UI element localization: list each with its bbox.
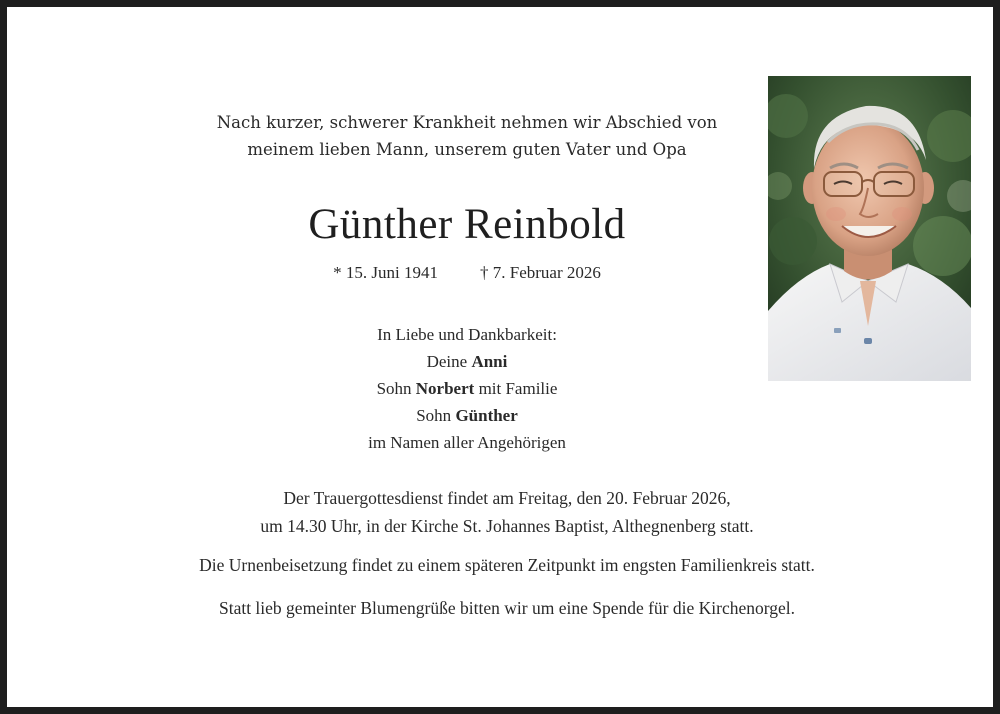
intro-text xyxy=(137,109,797,163)
burial-info: Die Urnenbeisetzung findet zu einem späteren Zeitpunkt im engsten Familienkreis statt. xyxy=(199,555,815,575)
mourners-block xyxy=(137,321,797,456)
service-line-1: Der Trauergottesdienst findet am Freitag, den 20. Februar 2026, xyxy=(283,488,731,508)
mourners-heading: In Liebe und Dankbarkeit: xyxy=(377,325,557,344)
portrait-photo xyxy=(768,76,971,381)
service-line-2: um 14.30 Uhr, in der Kirche St. Johannes Baptist, Althegnenberg statt. xyxy=(260,515,754,536)
intro-line-1: Nach kurzer, schwerer Krankheit nehmen wir Abschied von xyxy=(216,113,718,132)
mourner-entry: Sohn Norbert mit Familie xyxy=(376,379,558,398)
deceased-name: Günther Reinbold xyxy=(308,201,626,248)
donation-request: Statt lieb gemeinter Blumengrüße bitten wir um eine Spende für die Kirchenorgel. xyxy=(218,598,796,618)
mourner-name: Günther xyxy=(455,406,518,425)
mourner-name: Norbert xyxy=(415,379,475,398)
service-info xyxy=(47,485,967,540)
mourner-name: Anni xyxy=(471,352,508,371)
mourner-entry: Sohn Günther xyxy=(416,406,518,425)
death-date: † 7. Februar 2026 xyxy=(479,263,601,282)
mourner-entry: Deine Anni xyxy=(426,352,508,371)
mourners-closing: im Namen aller Angehörigen xyxy=(368,433,566,452)
birth-date: * 15. Juni 1941 xyxy=(333,263,438,282)
life-dates xyxy=(137,259,797,287)
intro-line-2: meinem lieben Mann, unserem guten Vater und Opa xyxy=(247,140,687,159)
